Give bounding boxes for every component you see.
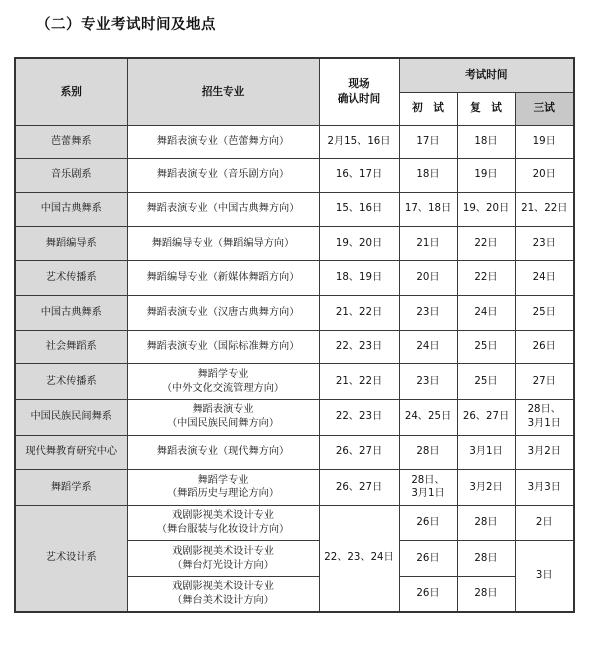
confirm-time-cell: 21、22日 bbox=[319, 296, 399, 331]
round2-cell bbox=[457, 470, 515, 506]
round3-shared-cell: 3日 bbox=[515, 541, 574, 612]
round3-cell-line: 26日 bbox=[532, 341, 556, 353]
major-cell bbox=[127, 505, 319, 541]
major-cell bbox=[127, 576, 319, 612]
round3-cell bbox=[515, 260, 574, 296]
header-confirm-line2: 确认时间 bbox=[337, 92, 381, 105]
round2-cell-line: 3月2日 bbox=[469, 481, 503, 493]
major-cell-line: （舞台美术设计方向） bbox=[172, 594, 274, 606]
header-confirm-time bbox=[319, 58, 399, 125]
major-cell-line: （中外文化交流管理方向） bbox=[161, 382, 285, 394]
round3-cell bbox=[515, 227, 574, 261]
department-cell: 音乐剧系 bbox=[15, 159, 127, 193]
round3-cell-line: 3月1日 bbox=[527, 418, 561, 430]
round1-cell: 26日 bbox=[399, 576, 457, 612]
major-cell bbox=[127, 435, 319, 470]
department-cell: 芭蕾舞系 bbox=[15, 125, 127, 159]
major-cell-line: 舞蹈表演专业（国际标准舞方向） bbox=[146, 341, 300, 353]
confirm-time-cell: 2月15、16日 bbox=[319, 125, 399, 159]
major-cell bbox=[127, 227, 319, 261]
round1-cell bbox=[399, 125, 457, 159]
round1-cell-line: 17、18日 bbox=[404, 203, 452, 215]
confirm-time-cell: 22、23日 bbox=[319, 399, 399, 435]
major-cell-line: 舞蹈学专业 bbox=[197, 474, 249, 486]
round1-cell bbox=[399, 159, 457, 193]
major-cell-line: 舞蹈学专业 bbox=[197, 368, 249, 380]
round3-cell-line: 21、22日 bbox=[521, 203, 568, 215]
department-cell: 现代舞教育研究中心 bbox=[15, 435, 127, 470]
round1-cell bbox=[399, 227, 457, 261]
round1-cell-line: 17日 bbox=[416, 135, 440, 147]
round1-cell bbox=[399, 364, 457, 400]
round2-cell-line: 19日 bbox=[474, 169, 498, 181]
round2-cell bbox=[457, 227, 515, 261]
round3-cell bbox=[515, 435, 574, 470]
major-cell-line: 舞蹈表演专业（音乐剧方向） bbox=[156, 169, 290, 181]
department-cell: 艺术设计系 bbox=[15, 505, 127, 612]
table-row bbox=[15, 227, 574, 261]
table-row bbox=[15, 470, 574, 506]
confirm-time-cell: 21、22日 bbox=[319, 364, 399, 400]
confirm-time-cell: 22、23日 bbox=[319, 330, 399, 364]
round2-cell-line: 19、20日 bbox=[462, 203, 510, 215]
department-cell: 中国民族民间舞系 bbox=[15, 399, 127, 435]
round3-cell-line: 27日 bbox=[532, 375, 556, 387]
round1-cell-line: 21日 bbox=[416, 237, 440, 249]
major-cell-line: （中国民族民间舞方向） bbox=[166, 418, 280, 430]
department-cell: 社会舞蹈系 bbox=[15, 330, 127, 364]
round3-cell-line: 3月2日 bbox=[527, 446, 561, 458]
round1-cell-line: 24、25日 bbox=[404, 411, 452, 423]
table-row bbox=[15, 399, 574, 435]
round3-cell-line: 23日 bbox=[532, 237, 556, 249]
major-cell-line: 舞蹈表演专业（中国古典舞方向） bbox=[146, 203, 300, 215]
round1-cell bbox=[399, 435, 457, 470]
round2-cell bbox=[457, 364, 515, 400]
round3-cell-line: 24日 bbox=[532, 272, 556, 284]
major-cell-line: 舞蹈表演专业（汉唐古典舞方向） bbox=[146, 307, 300, 319]
header-major: 招生专业 bbox=[127, 58, 319, 125]
confirm-time-cell: 26、27日 bbox=[319, 470, 399, 506]
round2-cell bbox=[457, 125, 515, 159]
round2-cell-line: 25日 bbox=[474, 341, 498, 353]
major-cell-line: 舞蹈表演专业（现代舞方向） bbox=[156, 446, 290, 458]
round1-cell bbox=[399, 470, 457, 506]
major-cell bbox=[127, 296, 319, 331]
major-cell-line: 戏剧影视美术设计专业 bbox=[172, 545, 274, 557]
round3-cell bbox=[515, 296, 574, 331]
header-round3: 三试 bbox=[515, 92, 574, 125]
round2-cell bbox=[457, 330, 515, 364]
major-cell bbox=[127, 470, 319, 506]
round3-cell-line: 25日 bbox=[532, 307, 556, 319]
round3-cell bbox=[515, 364, 574, 400]
schedule-body bbox=[15, 125, 574, 612]
major-cell bbox=[127, 541, 319, 577]
round1-cell bbox=[399, 296, 457, 331]
major-cell-line: 舞蹈编导专业（舞蹈编导方向） bbox=[151, 237, 295, 249]
table-row bbox=[15, 159, 574, 193]
round3-cell bbox=[515, 330, 574, 364]
major-cell-line: （舞蹈历史与理论方向） bbox=[166, 488, 280, 500]
header-confirm-line1: 现场 bbox=[348, 78, 370, 91]
round3-cell-line: 19日 bbox=[532, 135, 556, 147]
table-row bbox=[15, 435, 574, 470]
round3-cell bbox=[515, 125, 574, 159]
round2-cell-line: 22日 bbox=[474, 272, 498, 284]
confirm-time-cell: 18、19日 bbox=[319, 260, 399, 296]
page-heading: （二）专业考试时间及地点 bbox=[36, 17, 216, 33]
round2-cell: 28日 bbox=[457, 576, 515, 612]
round2-cell bbox=[457, 399, 515, 435]
department-cell: 舞蹈编导系 bbox=[15, 227, 127, 261]
department-cell: 中国古典舞系 bbox=[15, 296, 127, 331]
major-cell bbox=[127, 364, 319, 400]
round1-cell-line: 3月1日 bbox=[411, 488, 445, 500]
table-row bbox=[15, 296, 574, 331]
round2-cell bbox=[457, 192, 515, 227]
round2-cell: 28日 bbox=[457, 505, 515, 541]
major-cell-line: 舞蹈表演专业（芭蕾舞方向） bbox=[156, 135, 290, 147]
table-row bbox=[15, 505, 574, 541]
round3-cell-line: 3月3日 bbox=[527, 481, 561, 493]
major-cell bbox=[127, 125, 319, 159]
major-cell bbox=[127, 330, 319, 364]
department-cell: 中国古典舞系 bbox=[15, 192, 127, 227]
department-cell: 艺术传播系 bbox=[15, 364, 127, 400]
major-cell-line: （舞台服装与化妆设计方向） bbox=[156, 523, 290, 535]
round2-cell-line: 22日 bbox=[474, 237, 498, 249]
round1-cell bbox=[399, 260, 457, 296]
major-cell-line: （舞台灯光设计方向） bbox=[172, 559, 274, 571]
confirm-time-cell: 19、20日 bbox=[319, 227, 399, 261]
round3-cell bbox=[515, 192, 574, 227]
round2-cell bbox=[457, 159, 515, 193]
round2-cell bbox=[457, 435, 515, 470]
round1-cell-line: 18日 bbox=[416, 169, 440, 181]
round2-cell-line: 26、27日 bbox=[462, 411, 510, 423]
round1-cell bbox=[399, 399, 457, 435]
round1-cell-line: 24日 bbox=[416, 341, 440, 353]
confirm-time-cell: 15、16日 bbox=[319, 192, 399, 227]
header-round1: 初 试 bbox=[399, 92, 457, 125]
round1-cell-line: 20日 bbox=[416, 272, 440, 284]
header-department: 系别 bbox=[15, 58, 127, 125]
round1-cell-line: 23日 bbox=[416, 375, 440, 387]
round1-cell-line: 23日 bbox=[416, 307, 440, 319]
round3-cell: 2日 bbox=[515, 505, 574, 541]
round1-cell: 26日 bbox=[399, 541, 457, 577]
major-cell-line: 戏剧影视美术设计专业 bbox=[172, 510, 274, 522]
major-cell bbox=[127, 192, 319, 227]
round3-cell bbox=[515, 159, 574, 193]
header-round2: 复 试 bbox=[457, 92, 515, 125]
table-row bbox=[15, 260, 574, 296]
round2-cell-line: 3月1日 bbox=[469, 446, 503, 458]
major-cell-line: 舞蹈编导专业（新媒体舞蹈方向） bbox=[146, 272, 300, 284]
confirm-time-cell: 22、23、24日 bbox=[319, 505, 399, 612]
round3-cell-line: 20日 bbox=[532, 169, 556, 181]
table-row bbox=[15, 330, 574, 364]
department-cell: 艺术传播系 bbox=[15, 260, 127, 296]
major-cell bbox=[127, 260, 319, 296]
round2-cell: 28日 bbox=[457, 541, 515, 577]
table-row bbox=[15, 192, 574, 227]
confirm-time-cell: 16、17日 bbox=[319, 159, 399, 193]
round1-cell: 26日 bbox=[399, 505, 457, 541]
round1-cell bbox=[399, 192, 457, 227]
major-cell-line: 戏剧影视美术设计专业 bbox=[172, 581, 274, 593]
major-cell-line: 舞蹈表演专业 bbox=[192, 404, 254, 416]
round2-cell bbox=[457, 296, 515, 331]
department-cell: 舞蹈学系 bbox=[15, 470, 127, 506]
major-cell bbox=[127, 159, 319, 193]
round2-cell-line: 18日 bbox=[474, 135, 498, 147]
round1-cell-line: 28日、 bbox=[411, 474, 445, 486]
table-row bbox=[15, 125, 574, 159]
round1-cell-line: 28日 bbox=[416, 446, 440, 458]
header-exam-time: 考试时间 bbox=[399, 58, 574, 92]
round3-cell-line: 28日、 bbox=[527, 404, 561, 416]
confirm-time-cell: 26、27日 bbox=[319, 435, 399, 470]
exam-schedule-table bbox=[14, 57, 575, 613]
round2-cell-line: 25日 bbox=[474, 375, 498, 387]
major-cell bbox=[127, 399, 319, 435]
round2-cell bbox=[457, 260, 515, 296]
round1-cell bbox=[399, 330, 457, 364]
round3-cell bbox=[515, 399, 574, 435]
round2-cell-line: 24日 bbox=[474, 307, 498, 319]
round3-cell bbox=[515, 470, 574, 506]
table-row bbox=[15, 364, 574, 400]
